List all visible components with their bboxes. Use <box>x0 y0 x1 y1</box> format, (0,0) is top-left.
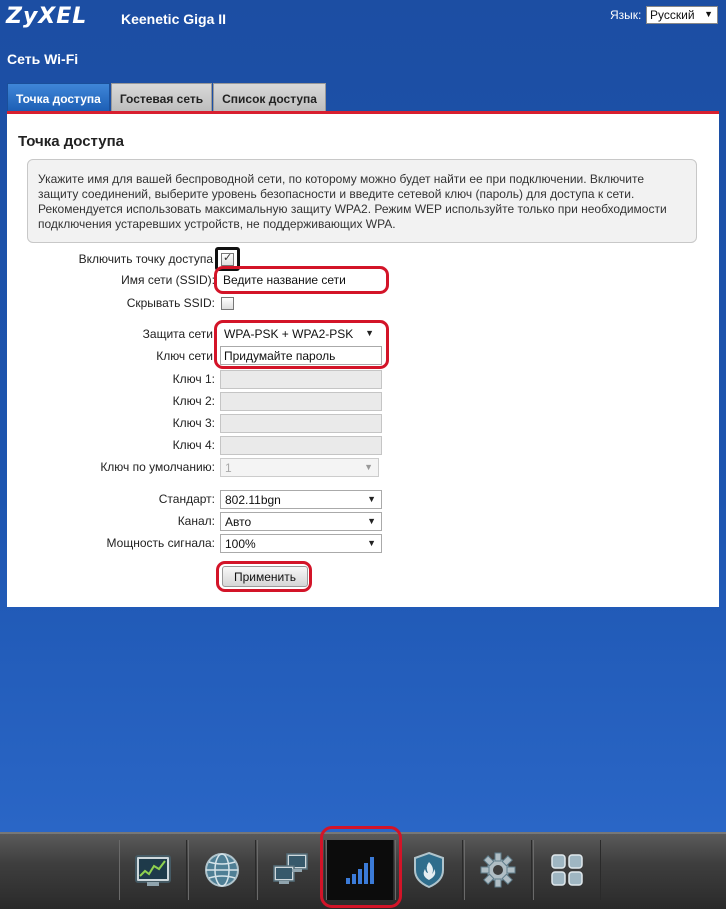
settings-panel <box>7 111 719 607</box>
chart-monitor-icon <box>133 850 173 890</box>
chevron-down-icon: ▼ <box>365 328 374 338</box>
key1-row <box>7 370 719 390</box>
info-box: Укажите имя для вашей беспроводной сети, по которому можно будет найти ее при подключении. Включите защиту соединений, выберите уровень безопасности и введите сетевой ключ (пароль) для доступа к сети. Рекомендуется использовать максимальную защиту WPA2. Режим WEP используйте только при необходимости подключения устаревших устройств, не поддерживающих WPA. <box>27 159 697 243</box>
hide-ssid-row <box>7 294 719 314</box>
key2-input[interactable] <box>220 392 382 411</box>
chevron-down-icon: ▼ <box>364 462 373 472</box>
nav-internet[interactable] <box>188 840 256 900</box>
power-row <box>7 534 719 554</box>
language-value: Русский <box>650 8 695 22</box>
tab-guest-network[interactable]: Гостевая сеть <box>111 83 212 111</box>
shield-flame-icon <box>409 850 449 890</box>
key4-input[interactable] <box>220 436 382 455</box>
standard-row <box>7 490 719 510</box>
tab-bar <box>7 83 327 111</box>
default-key-value: 1 <box>225 461 232 475</box>
default-key-row <box>7 458 719 478</box>
key3-row <box>7 414 719 434</box>
key2-label: Ключ 2: <box>172 394 215 408</box>
key3-input[interactable] <box>220 414 382 433</box>
hide-ssid-label: Скрывать SSID: <box>126 296 215 310</box>
channel-select[interactable] <box>220 512 382 531</box>
key3-label: Ключ 3: <box>172 416 215 430</box>
header <box>0 0 726 80</box>
tab-access-point[interactable]: Точка доступа <box>7 83 110 111</box>
brand-logo: ZyXEL <box>6 4 88 29</box>
hide-ssid-checkbox[interactable] <box>221 297 234 310</box>
nav-home-network[interactable] <box>257 840 325 900</box>
key-input[interactable]: Придумайте пароль <box>220 346 382 365</box>
highlight-ssid <box>214 266 389 294</box>
ssid-label: Имя сети (SSID): <box>121 273 215 287</box>
key1-input[interactable] <box>220 370 382 389</box>
apply-button[interactable]: Применить <box>222 566 308 587</box>
key2-row <box>7 392 719 412</box>
language-select[interactable] <box>646 6 718 24</box>
channel-value: Авто <box>225 515 252 529</box>
standard-value: 802.11bgn <box>225 493 281 507</box>
key-label: Ключ сети <box>156 349 213 363</box>
security-value: WPA-PSK + WPA2-PSK <box>224 327 354 341</box>
apps-grid-icon <box>547 850 587 890</box>
network-computers-icon <box>271 850 311 890</box>
highlight-apply <box>216 561 312 592</box>
standard-label: Стандарт: <box>158 492 215 506</box>
ssid-input[interactable]: Ведите название сети <box>223 273 346 287</box>
globe-icon <box>202 850 242 890</box>
channel-row <box>7 512 719 532</box>
channel-label: Канал: <box>177 514 215 528</box>
key4-row <box>7 436 719 456</box>
nav-monitor[interactable] <box>119 840 187 900</box>
highlight-security <box>214 320 389 369</box>
power-value: 100% <box>225 537 256 551</box>
default-key-select[interactable] <box>220 458 379 477</box>
power-label: Мощность сигнала: <box>106 536 215 550</box>
default-key-label: Ключ по умолчанию: <box>100 460 215 474</box>
tab-access-list[interactable]: Список доступа <box>213 83 326 111</box>
highlight-wifi-nav <box>320 826 402 908</box>
panel-title: Точка доступа <box>18 133 125 150</box>
key4-label: Ключ 4: <box>172 438 215 452</box>
power-select[interactable] <box>220 534 382 553</box>
chevron-down-icon: ▼ <box>704 9 713 19</box>
section-title: Сеть Wi-Fi <box>7 51 79 67</box>
enable-ap-label: Включить точку доступа <box>78 252 213 266</box>
nav-security[interactable] <box>395 840 463 900</box>
nav-system[interactable] <box>464 840 532 900</box>
gear-icon <box>478 850 518 890</box>
chevron-down-icon: ▼ <box>367 538 376 548</box>
standard-select[interactable] <box>220 490 382 509</box>
chevron-down-icon: ▼ <box>367 516 376 526</box>
security-label: Защита сети <box>142 327 213 341</box>
chevron-down-icon: ▼ <box>367 494 376 504</box>
model-name: Keenetic Giga II <box>121 11 227 27</box>
language-label: Язык: <box>610 8 642 22</box>
key1-label: Ключ 1: <box>172 372 215 386</box>
nav-apps[interactable] <box>533 840 601 900</box>
